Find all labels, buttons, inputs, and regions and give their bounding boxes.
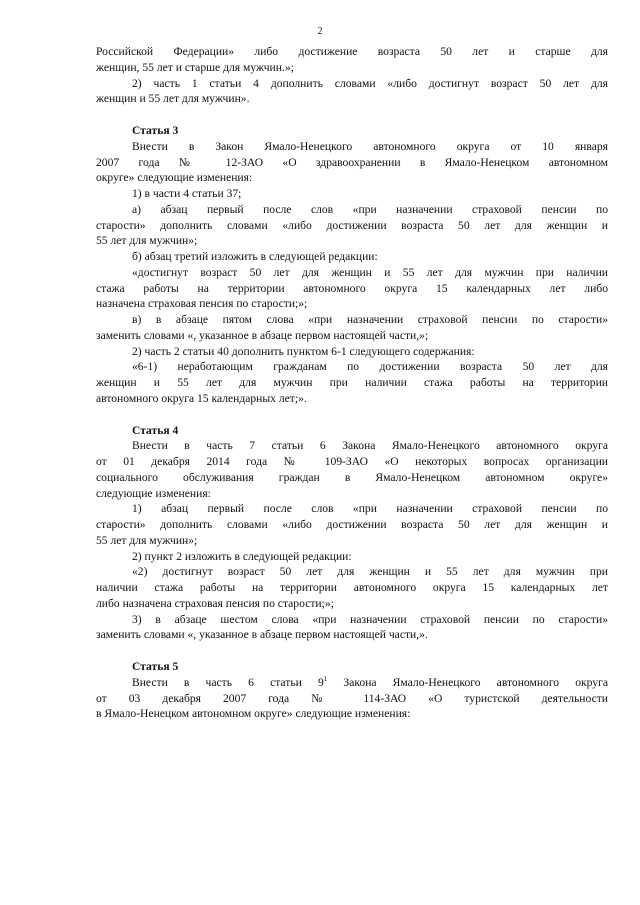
article-4-line: 1) абзац первый после слов «при назначении страховой пенсии по — [132, 502, 608, 516]
article-5-line-text: Закона Ямало-Ненецкого автономного округа — [327, 675, 608, 689]
article-3-line: заменить словами «, указанное в абзаце первом настоящей части,»; — [96, 328, 429, 342]
article-3-line: 2007 года № 12-ЗАО «О здравоохранении в Ямало-Ненецком автономном — [96, 155, 608, 169]
article-3-line: округе» следующие изменения: — [96, 171, 253, 185]
document-body — [96, 44, 608, 722]
article-3-line: женщин и 55 лет для мужчин при наличии стажа работы на территории — [96, 376, 608, 389]
article-4-heading: Статья 4 — [132, 423, 179, 437]
article-3-line: автономного округа 15 календарных лет;». — [96, 391, 307, 405]
article-5-line: в Ямало-Ненецком автономном округе» следующие изменения: — [96, 707, 411, 721]
article-3-line: в) в абзаце пятом слова «при назначении страховой пенсии по старости» — [132, 313, 608, 326]
article-4-line: 2) пункт 2 изложить в следующей редакции: — [132, 549, 352, 563]
article-4-line: от 01 декабря 2014 года № 109-ЗАО «О некоторых вопросах организации — [96, 455, 608, 468]
article-4-line: заменить словами «, указанное в абзаце первом настоящей части,». — [96, 628, 428, 642]
intro-line: Российской Федерации» либо достижение возраста 50 лет и старше для — [96, 45, 608, 58]
article-superscript: 1 — [323, 674, 328, 683]
article-3-heading: Статья 3 — [132, 124, 179, 137]
article-4-line: «2) достигнут возраст 50 лет для женщин и 55 лет для мужчин при — [132, 565, 608, 579]
page-number: 2 — [317, 26, 323, 37]
article-4-line: наличии стажа работы на территории автономного округа 15 календарных лет — [96, 581, 608, 594]
intro-line: женщин и 55 лет для мужчин». — [96, 92, 250, 106]
article-3-line: 55 лет для мужчин»; — [96, 234, 198, 248]
article-3-line: «достигнут возраст 50 лет для женщин и 55 лет для мужчин при наличии — [132, 265, 608, 279]
article-4-line: старости» дополнить словами «либо достижении возраста 50 лет для женщин и — [96, 518, 608, 531]
article-4-line: либо назначена страховая пенсия по старости;»; — [96, 596, 334, 610]
article-3-line: а) абзац первый после слов «при назначении страховой пенсии по — [132, 202, 608, 216]
article-4-line: социального обслуживания граждан в Ямало-Ненецком автономном округе» — [96, 470, 608, 484]
article-4-line: 55 лет для мужчин»; — [96, 533, 198, 547]
article-3-line: «6-1) неработающим гражданам по достижении возраста 50 лет для — [132, 360, 608, 374]
article-5-line — [96, 675, 608, 691]
article-3-line: стажа работы на территории автономного округа 15 календарных лет либо — [96, 281, 608, 295]
intro-line: 2) часть 1 статьи 4 дополнить словами «либо достигнут возраст 50 лет для — [132, 76, 608, 90]
article-4-line: следующие изменения: — [96, 486, 211, 500]
intro-line: женщин, 55 лет и старше для мужчин.»; — [96, 60, 294, 74]
article-3-line: назначена страховая пенсия по старости;»; — [96, 297, 308, 311]
article-3-line: Внести в Закон Ямало-Ненецкого автономного округа от 10 января — [132, 139, 608, 153]
article-3-line: б) абзац третий изложить в следующей редакции: — [132, 250, 378, 263]
article-3-line: 2) часть 2 статьи 40 дополнить пунктом 6-1 следующего содержания: — [132, 344, 475, 358]
article-5-line: от 03 декабря 2007 года № 114-ЗАО «О туристской деятельности — [96, 691, 608, 705]
article-3-line: старости» дополнить словами «либо достижении возраста 50 лет для женщин и — [96, 218, 608, 232]
article-3-line: 1) в части 4 статьи 37; — [132, 187, 242, 200]
article-5-heading: Статья 5 — [132, 660, 179, 673]
article-4-line: 3) в абзаце шестом слова «при назначении страховой пенсии по старости» — [132, 612, 608, 626]
article-5-line-text: Внести в часть 6 статьи 9 — [132, 675, 324, 689]
article-4-line: Внести в часть 7 статьи 6 Закона Ямало-Ненецкого автономного округа — [132, 439, 608, 453]
